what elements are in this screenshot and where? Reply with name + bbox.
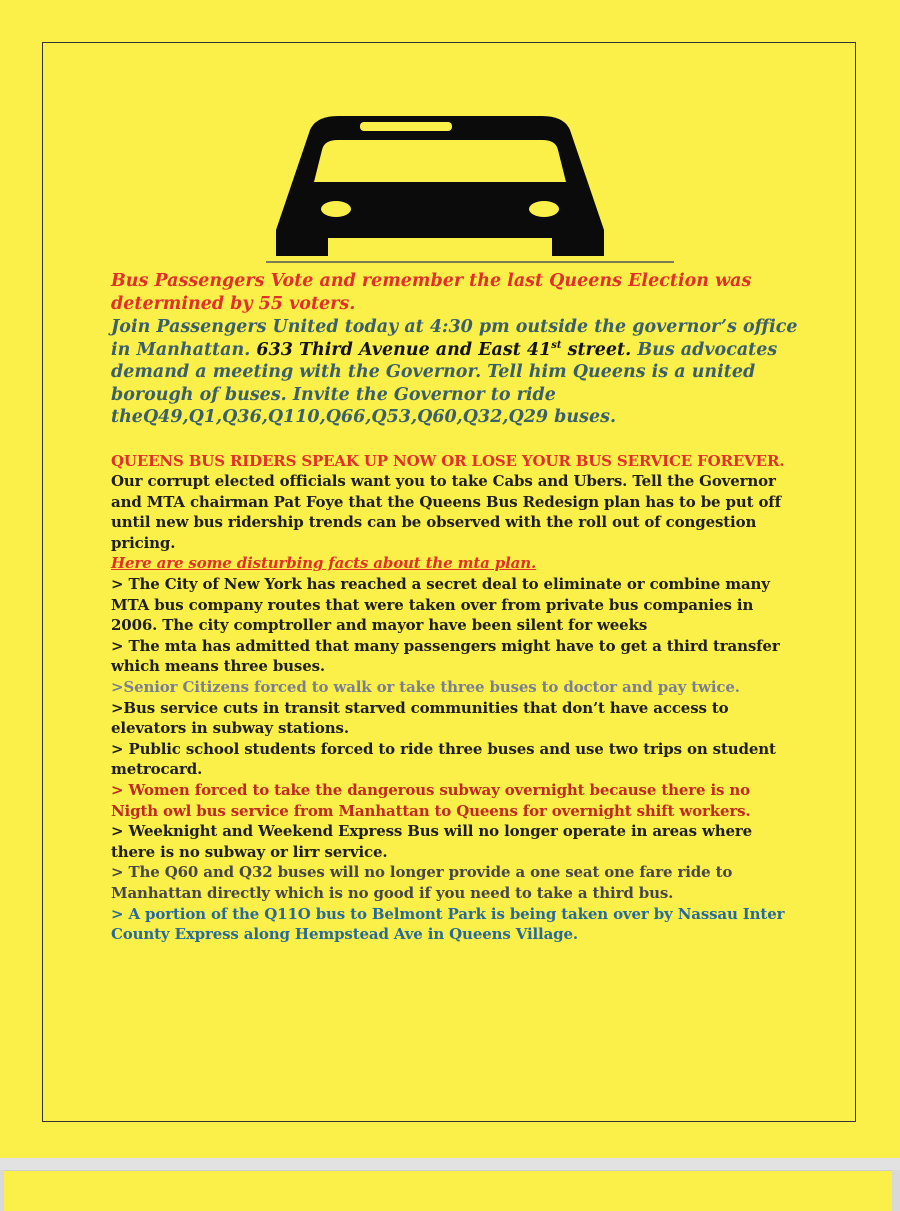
alert-heading: QUEENS BUS RIDERS SPEAK UP NOW OR LOSE YOUR BUS SERVICE FOREVER. <box>111 451 785 470</box>
facts-section <box>111 451 801 945</box>
headline: Bus Passengers Vote and remember the last Queens Election was determined by 55 voters. <box>111 271 752 314</box>
next-page-preview <box>4 1170 892 1211</box>
alert-body: Our corrupt elected officials want you to take Cabs and Ubers. Tell the Governor and MTA chairman Pat Foye that the Queens Bus Redesign plan has to be put off until new bus ridership trends can be observed with the roll out of congestion pricing. <box>111 472 781 552</box>
fact-item: > The mta has admitted that many passengers might have to get a third transfer which means three buses. <box>111 636 780 676</box>
flyer-content <box>111 270 801 945</box>
rally-intro: Join Passengers United today at 4:30 pm outside the governor’s office in Manhattan. <box>111 317 798 360</box>
fact-item: > Women forced to take the dangerous subway overnight because there is no Nigth owl bus service from Manhattan to Queens for overnight shift workers. <box>111 781 751 820</box>
fact-item: >Senior Citizens forced to walk or take three buses to doctor and pay twice. <box>111 678 740 697</box>
fact-item: > Public school students forced to ride three buses and use two trips on student metrocard. <box>111 739 776 779</box>
alert-paragraph <box>111 451 801 554</box>
facts-intro-link[interactable]: Here are some disturbing facts about the mta plan. <box>111 554 537 573</box>
fact-item: >Bus service cuts in transit starved communities that don’t have access to elevators in subway stations. <box>111 698 729 738</box>
rally-announcement <box>111 316 801 429</box>
fact-item: > The Q60 and Q32 buses will no longer provide a one seat one fare ride to Manhattan directly which is no good if you need to take a third bus. <box>111 863 733 902</box>
fact-item: > The City of New York has reached a secret deal to eliminate or combine many MTA bus company routes that were taken over from private bus companies in 2006. The city comptroller and mayor have been silent for weeks <box>111 575 770 635</box>
bus-front-icon <box>258 112 674 266</box>
rally-address: 633 Third Avenue and East 41st street. <box>256 339 632 360</box>
page-gap <box>0 1158 900 1170</box>
fact-item: > A portion of the Q11O bus to Belmont Park is being taken over by Nassau Inter County Express along Hempstead Ave in Queens Village. <box>111 904 785 944</box>
rally-demands: Bus advocates demand a meeting with the Governor. Tell him Queens is a united borough of buses. Invite the Governor to ride theQ49,Q1,Q36,Q110,Q66,Q53,Q60,Q32,Q29 buses. <box>111 339 778 427</box>
fact-item: > Weeknight and Weekend Express Bus will no longer operate in areas where there is no subway or lirr service. <box>111 822 753 861</box>
